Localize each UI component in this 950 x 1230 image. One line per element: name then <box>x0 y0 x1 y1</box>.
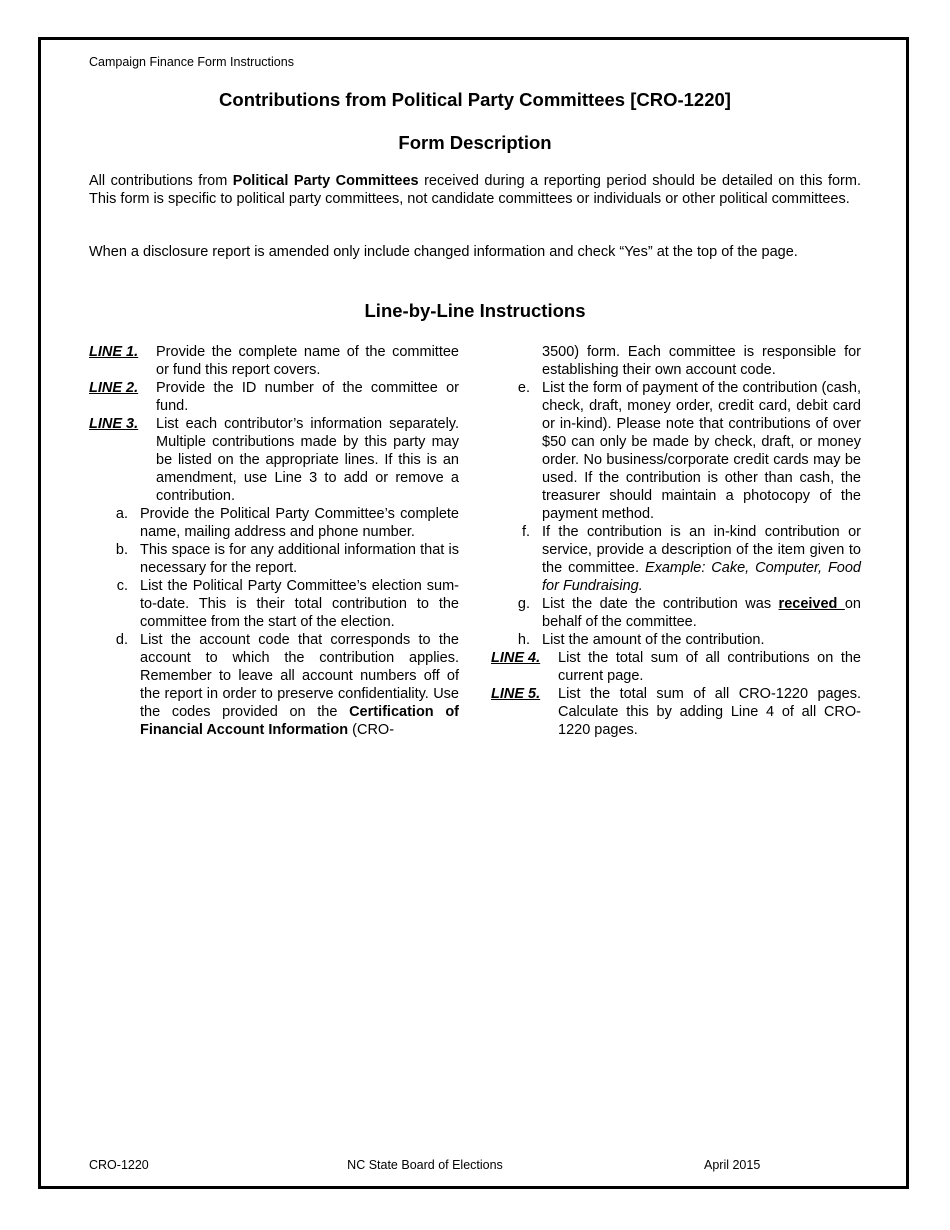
line-5-text: List the total sum of all CRO-1220 pages. Calculate this by adding Line 4 of all CRO-1220 pages. <box>558 686 861 738</box>
line-5-label: LINE 5. <box>491 686 541 702</box>
page-title: Contributions from Political Party Committees [CRO-1220] <box>219 89 731 110</box>
bold-political-party-committees: Political Party Committees <box>232 173 419 189</box>
example-text: Example: Cake, Computer, Food for Fundraising. <box>542 560 861 594</box>
line-4-text: List the total sum of all contributions on the current page. <box>558 650 861 684</box>
line-3d-instruction: d. List the account code that corresponds to the account to which the contribution applies. Remember to leave all account numbers off of the report in order to preserve confidentiality. Use the codes provided on the Certification of Financial Account Information (CRO- <box>115 632 459 738</box>
line-3e-instruction: e. List the form of payment of the contribution (cash, check, draft, money order, credit card, debit card or in-kind). Please note that contributions of over $50 can only be made by check, draft, or money order. No business/corporate credit cards may be used. If the contribution is other than cash, the treasurer should maintain a photocopy of the payment method. <box>517 380 861 522</box>
line-3-text: List each contributor’s information separately. Multiple contributions made by this party may be listed on the appropriate lines. If this is an amendment, use Line 3 to add or remove a contribution. <box>156 416 459 504</box>
line-2-text: Provide the ID number of the committee or fund. <box>156 380 459 414</box>
line-3-label: LINE 3. <box>89 416 139 432</box>
footer-date: April 2015 <box>704 1158 761 1172</box>
header-note: Campaign Finance Form Instructions <box>89 55 294 69</box>
line-2-instruction <box>89 379 459 415</box>
received-emphasis: received <box>778 596 845 612</box>
line-3a-instruction: a. Provide the Political Party Committee’s complete name, mailing address and phone number. <box>115 506 459 540</box>
instructions-heading: Line-by-Line Instructions <box>364 300 586 321</box>
line-3-instruction <box>89 415 459 505</box>
instructions-right-column <box>491 343 861 739</box>
line-5-instruction <box>491 685 861 739</box>
bold-certification-form-name: Certification of Financial Account Information <box>140 704 459 738</box>
line-1-text: Provide the complete name of the committee or fund this report covers. <box>156 344 459 378</box>
line-3f-instruction: f. If the contribution is an in-kind contribution or service, provide a description of the item given to the committee. Example: Cake, Computer, Food for Fundraising. <box>521 524 861 594</box>
form-description-heading: Form Description <box>398 132 552 153</box>
line-3g-instruction: g. List the date the contribution was received on behalf of the committee. <box>517 596 861 630</box>
line-1-label: LINE 1. <box>89 344 139 360</box>
line-3h-instruction: h. List the amount of the contribution. <box>517 632 765 648</box>
line-3d-continuation: 3500) form. Each committee is responsible for establishing their own account code. <box>542 344 861 378</box>
footer-form-id: CRO-1220 <box>89 1158 149 1172</box>
line-1-instruction <box>89 343 459 379</box>
instructions-left-column <box>89 343 459 739</box>
line-3c-instruction: c. List the Political Party Committee’s election sum-to-date. This is their total contribution to the committee from the start of the election. <box>116 578 459 630</box>
footer-agency: NC State Board of Elections <box>347 1158 503 1172</box>
description-paragraph-1: All contributions from Political Party Committees received during a reporting period should be detailed on this form. This form is specific to political party committees, not candidate committees or individuals or other political committees. <box>89 173 861 207</box>
line-4-instruction <box>491 649 861 685</box>
description-paragraph-2: When a disclosure report is amended only include changed information and check “Yes” at the top of the page. <box>89 244 798 260</box>
line-2-label: LINE 2. <box>89 380 139 396</box>
line-3b-instruction: b. This space is for any additional information that is necessary for the report. <box>115 542 459 576</box>
line-4-label: LINE 4. <box>491 650 541 666</box>
